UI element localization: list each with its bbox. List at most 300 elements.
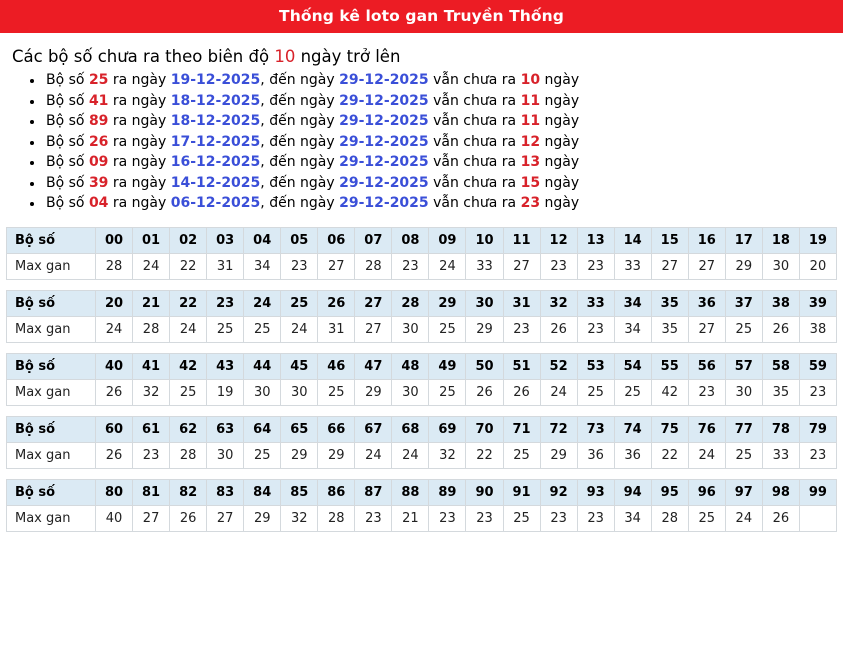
row-header-max-gan: Max gan bbox=[7, 253, 96, 279]
max-gan-cell: 26 bbox=[96, 379, 133, 405]
column-header-number: 17 bbox=[725, 227, 762, 253]
label-ra-ngay: ra ngày bbox=[108, 113, 171, 129]
label-bo-so: Bộ số bbox=[46, 113, 89, 129]
max-gan-cell: 28 bbox=[170, 442, 207, 468]
max-gan-cell: 24 bbox=[429, 253, 466, 279]
max-gan-cell: 19 bbox=[207, 379, 244, 405]
max-gan-cell: 23 bbox=[466, 505, 503, 531]
column-header-number: 28 bbox=[392, 290, 429, 316]
column-header-number: 55 bbox=[651, 353, 688, 379]
max-gan-cell: 29 bbox=[725, 253, 762, 279]
column-header-number: 95 bbox=[651, 479, 688, 505]
row-header-max-gan: Max gan bbox=[7, 379, 96, 405]
max-gan-cell: 26 bbox=[170, 505, 207, 531]
column-header-number: 70 bbox=[466, 416, 503, 442]
label-ra-ngay: ra ngày bbox=[108, 133, 171, 150]
max-gan-cell: 34 bbox=[614, 505, 651, 531]
table-row bbox=[7, 316, 837, 342]
gan-number: 25 bbox=[88, 72, 109, 88]
gan-number: 39 bbox=[88, 174, 109, 191]
column-header-number: 14 bbox=[614, 227, 651, 253]
label-ngay: ngày bbox=[540, 133, 580, 150]
column-header-number: 36 bbox=[688, 290, 725, 316]
max-gan-cell: 27 bbox=[688, 316, 725, 342]
column-header-number: 58 bbox=[762, 353, 799, 379]
max-gan-cell: 25 bbox=[429, 379, 466, 405]
label-van-chua-ra: vẫn chưa ra bbox=[428, 174, 521, 191]
column-header-number: 16 bbox=[688, 227, 725, 253]
column-header-number: 34 bbox=[614, 290, 651, 316]
max-gan-cell: 23 bbox=[503, 316, 540, 342]
max-gan-table bbox=[6, 290, 837, 343]
column-header-number: 66 bbox=[318, 416, 355, 442]
label-bo-so: Bộ số bbox=[46, 72, 89, 88]
max-gan-table bbox=[6, 416, 837, 469]
table-row bbox=[7, 290, 837, 316]
max-gan-cell: 30 bbox=[207, 442, 244, 468]
max-gan-cell: 23 bbox=[540, 505, 577, 531]
max-gan-cell: 26 bbox=[96, 442, 133, 468]
column-header-number: 05 bbox=[281, 227, 318, 253]
max-gan-cell: 23 bbox=[577, 505, 614, 531]
max-gan-cell: 23 bbox=[799, 379, 836, 405]
gan-number: 41 bbox=[88, 92, 109, 109]
max-gan-cell: 25 bbox=[318, 379, 355, 405]
max-gan-cell: 34 bbox=[244, 253, 281, 279]
max-gan-cell: 27 bbox=[355, 316, 392, 342]
column-header-number: 41 bbox=[133, 353, 170, 379]
column-header-number: 96 bbox=[688, 479, 725, 505]
max-gan-cell: 24 bbox=[133, 253, 170, 279]
max-gan-cell: 24 bbox=[392, 442, 429, 468]
column-header-number: 42 bbox=[170, 353, 207, 379]
max-gan-cell: 28 bbox=[355, 253, 392, 279]
column-header-number: 00 bbox=[96, 227, 133, 253]
table-row bbox=[7, 227, 837, 253]
max-gan-cell: 38 bbox=[799, 316, 836, 342]
max-gan-cell: 24 bbox=[725, 505, 762, 531]
label-ngay: ngày bbox=[540, 174, 580, 191]
label-van-chua-ra: vẫn chưa ra bbox=[428, 154, 521, 170]
label-ra-ngay: ra ngày bbox=[108, 72, 171, 88]
table-row bbox=[7, 253, 837, 279]
gan-days: 11 bbox=[520, 92, 541, 109]
gan-number: 26 bbox=[88, 133, 109, 150]
max-gan-cell: 30 bbox=[762, 253, 799, 279]
list-item bbox=[44, 91, 843, 112]
column-header-number: 45 bbox=[281, 353, 318, 379]
column-header-number: 01 bbox=[133, 227, 170, 253]
column-header-bo-so: Bộ số bbox=[7, 227, 96, 253]
column-header-number: 86 bbox=[318, 479, 355, 505]
column-header-number: 35 bbox=[651, 290, 688, 316]
max-gan-cell: 26 bbox=[762, 316, 799, 342]
max-gan-cell: 23 bbox=[799, 442, 836, 468]
list-item bbox=[44, 70, 843, 91]
column-header-number: 06 bbox=[318, 227, 355, 253]
max-gan-tables bbox=[0, 227, 843, 532]
max-gan-cell: 32 bbox=[281, 505, 318, 531]
max-gan-cell: 24 bbox=[96, 316, 133, 342]
label-den-ngay: , đến ngày bbox=[260, 92, 340, 109]
max-gan-table bbox=[6, 479, 837, 532]
gan-to-date: 29-12-2025 bbox=[339, 133, 429, 150]
max-gan-cell: 25 bbox=[429, 316, 466, 342]
column-header-number: 59 bbox=[799, 353, 836, 379]
gan-days: 12 bbox=[520, 133, 541, 150]
label-ra-ngay: ra ngày bbox=[108, 195, 171, 211]
max-gan-cell: 25 bbox=[503, 505, 540, 531]
gan-from-date: 14-12-2025 bbox=[170, 174, 261, 191]
max-gan-cell: 31 bbox=[207, 253, 244, 279]
gan-days: 11 bbox=[520, 113, 541, 129]
column-header-number: 23 bbox=[207, 290, 244, 316]
column-header-number: 57 bbox=[725, 353, 762, 379]
gan-from-date: 18-12-2025 bbox=[170, 92, 261, 109]
max-gan-cell: 29 bbox=[244, 505, 281, 531]
page-title: Thống kê loto gan Truyền Thống bbox=[279, 7, 564, 25]
column-header-number: 33 bbox=[577, 290, 614, 316]
column-header-number: 30 bbox=[466, 290, 503, 316]
column-header-number: 26 bbox=[318, 290, 355, 316]
column-header-number: 31 bbox=[503, 290, 540, 316]
column-header-number: 53 bbox=[577, 353, 614, 379]
max-gan-cell: 22 bbox=[170, 253, 207, 279]
column-header-number: 39 bbox=[799, 290, 836, 316]
max-gan-cell: 24 bbox=[355, 442, 392, 468]
gan-from-date: 19-12-2025 bbox=[170, 72, 261, 88]
column-header-number: 10 bbox=[466, 227, 503, 253]
max-gan-cell: 25 bbox=[614, 379, 651, 405]
max-gan-cell: 29 bbox=[318, 442, 355, 468]
label-ra-ngay: ra ngày bbox=[108, 92, 171, 109]
column-header-number: 03 bbox=[207, 227, 244, 253]
column-header-number: 80 bbox=[96, 479, 133, 505]
column-header-number: 79 bbox=[799, 416, 836, 442]
gan-to-date: 29-12-2025 bbox=[339, 72, 429, 88]
label-ra-ngay: ra ngày bbox=[108, 154, 171, 170]
column-header-number: 18 bbox=[762, 227, 799, 253]
column-header-number: 65 bbox=[281, 416, 318, 442]
gan-days: 10 bbox=[520, 72, 541, 88]
intro-threshold: 10 bbox=[274, 47, 296, 66]
max-gan-cell: 33 bbox=[614, 253, 651, 279]
max-gan-cell bbox=[799, 505, 836, 531]
row-header-max-gan: Max gan bbox=[7, 442, 96, 468]
max-gan-cell: 27 bbox=[207, 505, 244, 531]
column-header-number: 89 bbox=[429, 479, 466, 505]
column-header-number: 71 bbox=[503, 416, 540, 442]
max-gan-cell: 31 bbox=[318, 316, 355, 342]
column-header-number: 73 bbox=[577, 416, 614, 442]
label-ra-ngay: ra ngày bbox=[108, 174, 171, 191]
row-header-max-gan: Max gan bbox=[7, 316, 96, 342]
max-gan-cell: 26 bbox=[540, 316, 577, 342]
label-ngay: ngày bbox=[540, 72, 580, 88]
column-header-number: 50 bbox=[466, 353, 503, 379]
column-header-number: 43 bbox=[207, 353, 244, 379]
label-den-ngay: , đến ngày bbox=[260, 154, 340, 170]
row-header-max-gan: Max gan bbox=[7, 505, 96, 531]
label-den-ngay: , đến ngày bbox=[260, 174, 340, 191]
label-bo-so: Bộ số bbox=[46, 154, 89, 170]
max-gan-cell: 23 bbox=[429, 505, 466, 531]
gan-number: 89 bbox=[88, 113, 109, 129]
max-gan-cell: 22 bbox=[651, 442, 688, 468]
max-gan-cell: 40 bbox=[96, 505, 133, 531]
column-header-number: 27 bbox=[355, 290, 392, 316]
column-header-number: 08 bbox=[392, 227, 429, 253]
gan-from-date: 18-12-2025 bbox=[170, 113, 261, 129]
column-header-number: 56 bbox=[688, 353, 725, 379]
max-gan-cell: 32 bbox=[429, 442, 466, 468]
label-ngay: ngày bbox=[540, 113, 580, 129]
table-row bbox=[7, 479, 837, 505]
max-gan-cell: 22 bbox=[466, 442, 503, 468]
max-gan-cell: 23 bbox=[688, 379, 725, 405]
column-header-number: 83 bbox=[207, 479, 244, 505]
column-header-number: 87 bbox=[355, 479, 392, 505]
max-gan-cell: 36 bbox=[614, 442, 651, 468]
list-item bbox=[44, 173, 843, 194]
max-gan-cell: 28 bbox=[318, 505, 355, 531]
gan-number-list bbox=[0, 70, 843, 214]
label-den-ngay: , đến ngày bbox=[260, 133, 340, 150]
column-header-number: 98 bbox=[762, 479, 799, 505]
label-bo-so: Bộ số bbox=[46, 92, 89, 109]
column-header-number: 51 bbox=[503, 353, 540, 379]
gan-to-date: 29-12-2025 bbox=[339, 174, 429, 191]
max-gan-cell: 28 bbox=[651, 505, 688, 531]
column-header-number: 69 bbox=[429, 416, 466, 442]
max-gan-cell: 25 bbox=[170, 379, 207, 405]
column-header-number: 85 bbox=[281, 479, 318, 505]
column-header-number: 09 bbox=[429, 227, 466, 253]
column-header-number: 02 bbox=[170, 227, 207, 253]
max-gan-cell: 25 bbox=[207, 316, 244, 342]
max-gan-cell: 33 bbox=[762, 442, 799, 468]
max-gan-cell: 42 bbox=[651, 379, 688, 405]
max-gan-cell: 28 bbox=[96, 253, 133, 279]
column-header-number: 94 bbox=[614, 479, 651, 505]
column-header-number: 88 bbox=[392, 479, 429, 505]
column-header-number: 12 bbox=[540, 227, 577, 253]
max-gan-cell: 25 bbox=[503, 442, 540, 468]
column-header-number: 32 bbox=[540, 290, 577, 316]
label-bo-so: Bộ số bbox=[46, 133, 89, 150]
max-gan-cell: 29 bbox=[540, 442, 577, 468]
column-header-number: 19 bbox=[799, 227, 836, 253]
column-header-number: 22 bbox=[170, 290, 207, 316]
column-header-number: 78 bbox=[762, 416, 799, 442]
column-header-number: 91 bbox=[503, 479, 540, 505]
column-header-number: 76 bbox=[688, 416, 725, 442]
column-header-number: 67 bbox=[355, 416, 392, 442]
column-header-number: 25 bbox=[281, 290, 318, 316]
label-bo-so: Bộ số bbox=[46, 174, 89, 191]
column-header-number: 21 bbox=[133, 290, 170, 316]
gan-to-date: 29-12-2025 bbox=[339, 195, 429, 211]
gan-to-date: 29-12-2025 bbox=[339, 154, 429, 170]
max-gan-cell: 25 bbox=[725, 442, 762, 468]
gan-from-date: 16-12-2025 bbox=[170, 154, 261, 170]
list-item bbox=[44, 152, 843, 173]
page-header-bar bbox=[0, 0, 843, 33]
column-header-bo-so: Bộ số bbox=[7, 416, 96, 442]
table-row bbox=[7, 379, 837, 405]
label-den-ngay: , đến ngày bbox=[260, 113, 340, 129]
max-gan-cell: 25 bbox=[688, 505, 725, 531]
column-header-number: 29 bbox=[429, 290, 466, 316]
column-header-number: 90 bbox=[466, 479, 503, 505]
column-header-number: 20 bbox=[96, 290, 133, 316]
column-header-number: 04 bbox=[244, 227, 281, 253]
max-gan-cell: 29 bbox=[281, 442, 318, 468]
intro-heading bbox=[12, 47, 843, 66]
column-header-number: 99 bbox=[799, 479, 836, 505]
max-gan-cell: 23 bbox=[540, 253, 577, 279]
max-gan-cell: 24 bbox=[540, 379, 577, 405]
column-header-number: 61 bbox=[133, 416, 170, 442]
max-gan-cell: 30 bbox=[244, 379, 281, 405]
column-header-number: 84 bbox=[244, 479, 281, 505]
label-ngay: ngày bbox=[540, 154, 580, 170]
gan-days: 15 bbox=[520, 174, 541, 191]
max-gan-cell: 30 bbox=[392, 316, 429, 342]
label-van-chua-ra: vẫn chưa ra bbox=[428, 72, 521, 88]
label-ngay: ngày bbox=[540, 195, 580, 211]
max-gan-cell: 27 bbox=[688, 253, 725, 279]
max-gan-cell: 27 bbox=[651, 253, 688, 279]
column-header-number: 81 bbox=[133, 479, 170, 505]
max-gan-cell: 23 bbox=[577, 253, 614, 279]
table-row bbox=[7, 442, 837, 468]
max-gan-cell: 23 bbox=[577, 316, 614, 342]
max-gan-cell: 21 bbox=[392, 505, 429, 531]
max-gan-cell: 34 bbox=[614, 316, 651, 342]
list-item bbox=[44, 132, 843, 153]
column-header-number: 07 bbox=[355, 227, 392, 253]
max-gan-cell: 29 bbox=[466, 316, 503, 342]
column-header-number: 63 bbox=[207, 416, 244, 442]
table-row bbox=[7, 353, 837, 379]
max-gan-cell: 26 bbox=[762, 505, 799, 531]
column-header-number: 60 bbox=[96, 416, 133, 442]
max-gan-cell: 23 bbox=[133, 442, 170, 468]
gan-to-date: 29-12-2025 bbox=[339, 92, 429, 109]
max-gan-cell: 35 bbox=[651, 316, 688, 342]
max-gan-cell: 25 bbox=[244, 316, 281, 342]
column-header-number: 52 bbox=[540, 353, 577, 379]
label-van-chua-ra: vẫn chưa ra bbox=[428, 92, 521, 109]
column-header-number: 82 bbox=[170, 479, 207, 505]
max-gan-cell: 24 bbox=[170, 316, 207, 342]
label-bo-so: Bộ số bbox=[46, 195, 89, 211]
max-gan-cell: 26 bbox=[503, 379, 540, 405]
column-header-number: 93 bbox=[577, 479, 614, 505]
column-header-number: 47 bbox=[355, 353, 392, 379]
column-header-number: 74 bbox=[614, 416, 651, 442]
list-item bbox=[44, 193, 843, 214]
column-header-number: 75 bbox=[651, 416, 688, 442]
column-header-number: 40 bbox=[96, 353, 133, 379]
column-header-bo-so: Bộ số bbox=[7, 290, 96, 316]
gan-number: 04 bbox=[88, 195, 109, 211]
label-ngay: ngày bbox=[540, 92, 580, 109]
max-gan-cell: 27 bbox=[503, 253, 540, 279]
max-gan-cell: 30 bbox=[281, 379, 318, 405]
max-gan-cell: 30 bbox=[392, 379, 429, 405]
column-header-number: 11 bbox=[503, 227, 540, 253]
intro-text-after: ngày trở lên bbox=[295, 47, 401, 66]
max-gan-cell: 23 bbox=[392, 253, 429, 279]
column-header-number: 64 bbox=[244, 416, 281, 442]
column-header-number: 48 bbox=[392, 353, 429, 379]
max-gan-cell: 28 bbox=[133, 316, 170, 342]
table-row bbox=[7, 505, 837, 531]
max-gan-cell: 20 bbox=[799, 253, 836, 279]
gan-days: 23 bbox=[520, 195, 541, 211]
column-header-number: 97 bbox=[725, 479, 762, 505]
max-gan-cell: 26 bbox=[466, 379, 503, 405]
gan-to-date: 29-12-2025 bbox=[339, 113, 429, 129]
column-header-number: 46 bbox=[318, 353, 355, 379]
max-gan-table bbox=[6, 227, 837, 280]
max-gan-cell: 33 bbox=[466, 253, 503, 279]
label-van-chua-ra: vẫn chưa ra bbox=[428, 195, 521, 211]
gan-from-date: 17-12-2025 bbox=[170, 133, 261, 150]
column-header-number: 92 bbox=[540, 479, 577, 505]
column-header-number: 49 bbox=[429, 353, 466, 379]
column-header-bo-so: Bộ số bbox=[7, 353, 96, 379]
max-gan-cell: 27 bbox=[318, 253, 355, 279]
column-header-number: 15 bbox=[651, 227, 688, 253]
max-gan-cell: 25 bbox=[725, 316, 762, 342]
max-gan-cell: 27 bbox=[133, 505, 170, 531]
column-header-number: 72 bbox=[540, 416, 577, 442]
label-van-chua-ra: vẫn chưa ra bbox=[428, 133, 521, 150]
label-den-ngay: , đến ngày bbox=[260, 195, 340, 211]
label-den-ngay: , đến ngày bbox=[260, 72, 340, 88]
table-row bbox=[7, 416, 837, 442]
max-gan-cell: 36 bbox=[577, 442, 614, 468]
max-gan-cell: 25 bbox=[577, 379, 614, 405]
column-header-number: 68 bbox=[392, 416, 429, 442]
column-header-number: 38 bbox=[762, 290, 799, 316]
gan-number: 09 bbox=[88, 154, 109, 170]
gan-from-date: 06-12-2025 bbox=[170, 195, 261, 211]
max-gan-cell: 30 bbox=[725, 379, 762, 405]
max-gan-cell: 24 bbox=[688, 442, 725, 468]
max-gan-cell: 25 bbox=[244, 442, 281, 468]
max-gan-cell: 23 bbox=[281, 253, 318, 279]
column-header-number: 77 bbox=[725, 416, 762, 442]
column-header-number: 13 bbox=[577, 227, 614, 253]
max-gan-cell: 32 bbox=[133, 379, 170, 405]
max-gan-cell: 35 bbox=[762, 379, 799, 405]
list-item bbox=[44, 111, 843, 132]
intro-text-before: Các bộ số chưa ra theo biên độ bbox=[12, 47, 275, 66]
max-gan-cell: 29 bbox=[355, 379, 392, 405]
max-gan-table bbox=[6, 353, 837, 406]
gan-days: 13 bbox=[520, 154, 541, 170]
column-header-number: 54 bbox=[614, 353, 651, 379]
label-van-chua-ra: vẫn chưa ra bbox=[428, 113, 521, 129]
column-header-number: 44 bbox=[244, 353, 281, 379]
column-header-number: 24 bbox=[244, 290, 281, 316]
column-header-number: 62 bbox=[170, 416, 207, 442]
max-gan-cell: 23 bbox=[355, 505, 392, 531]
